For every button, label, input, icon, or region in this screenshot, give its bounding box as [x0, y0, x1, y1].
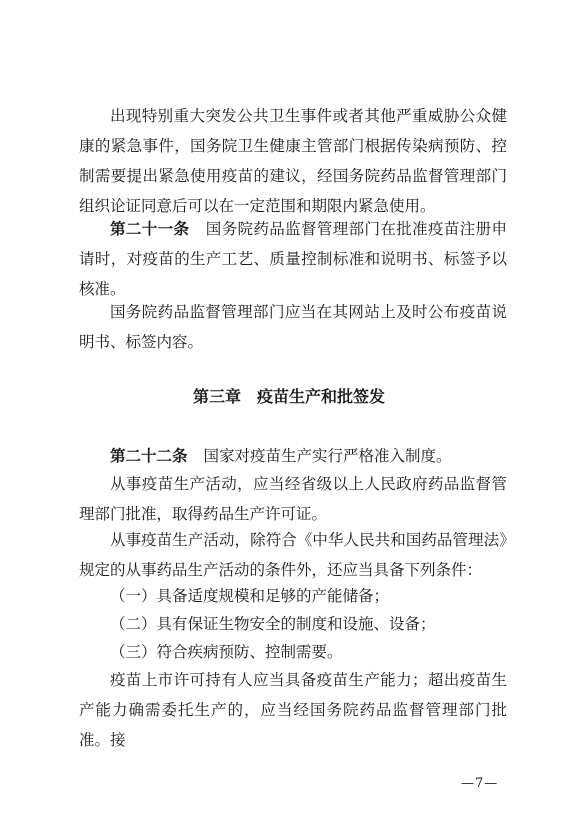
- paragraph-contract-production: [79, 665, 507, 755]
- list-item-text: （三）符合疾病预防、控制需要。: [110, 643, 343, 661]
- paragraph-text: 出现特别重大突发公共卫生事件或者其他严重威胁公众健康的紧急事件，国务院卫生健康主管部门根据传染病预防、控制需要提出紧急使用疫苗的建议，经国务院药品监督管理部门组织论证同意后可以在一定范围和期限内紧急使用。: [79, 107, 507, 215]
- list-item-1: [79, 581, 507, 611]
- list-item-2: [79, 609, 507, 639]
- paragraph-text: 疫苗上市许可持有人应当具备疫苗生产能力；超出疫苗生产能力确需委托生产的，应当经国务院药品监督管理部门批准。接: [79, 671, 507, 749]
- list-item-text: （二）具有保证生物安全的制度和设施、设备；: [110, 615, 436, 633]
- article-22: [79, 441, 507, 471]
- article-21-body: 国务院药品监督管理部门在批准疫苗注册申请时，对疫苗的生产工艺、质量控制标准和说明书、标签予以核准。: [79, 220, 507, 298]
- article-22-body: 国家对疫苗生产实行严格准入制度。: [203, 447, 452, 465]
- article-22-title: 第二十二条: [110, 447, 188, 465]
- paragraph-text: 国务院药品监督管理部门应当在其网站上及时公布疫苗说明书、标签内容。: [79, 303, 507, 351]
- page-number: —7—: [461, 776, 499, 791]
- paragraph-text: 从事疫苗生产活动，除符合《中华人民共和国药品管理法》规定的从事药品生产活动的条件外，还应当具备下列条件：: [79, 531, 507, 579]
- paragraph-publish-labels: [79, 297, 507, 357]
- list-item-3: [79, 637, 507, 667]
- list-item-text: （一）具备适度规模和足够的产能储备；: [110, 587, 390, 605]
- article-21-title: 第二十一条: [110, 220, 190, 238]
- paragraph-production-conditions: [79, 525, 507, 585]
- paragraph-production-approval: [79, 469, 507, 529]
- paragraph-emergency-use: [79, 101, 507, 221]
- article-21: [79, 214, 507, 304]
- chapter-title: 第三章 疫苗生产和批签发: [192, 387, 385, 406]
- paragraph-text: 从事疫苗生产活动，应当经省级以上人民政府药品监督管理部门批准，取得药品生产许可证。: [79, 475, 507, 523]
